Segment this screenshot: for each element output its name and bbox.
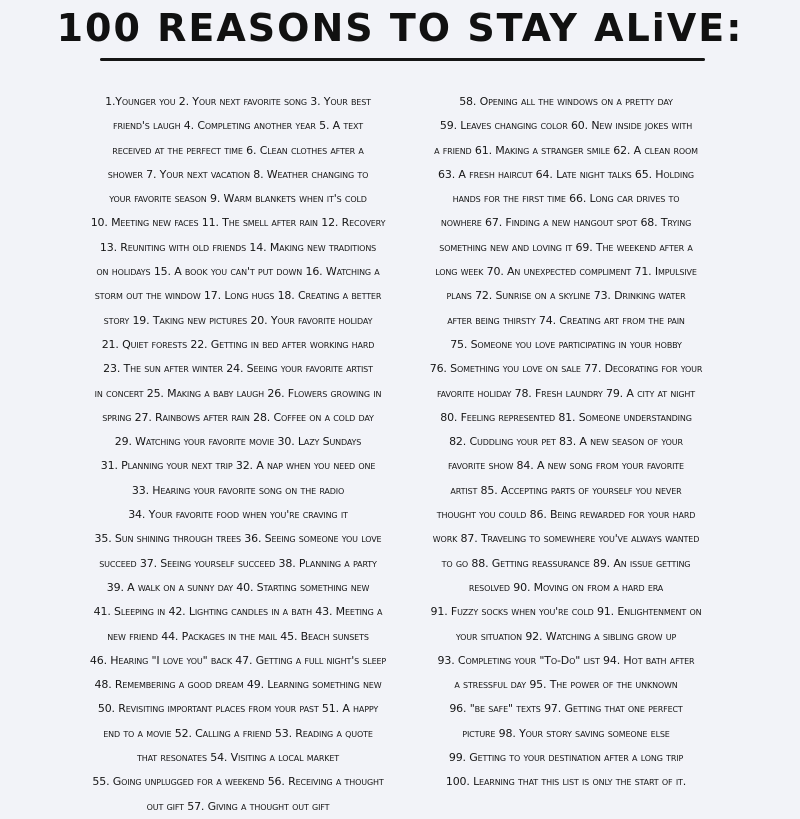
reason-line: 23. The sun after winter 24. Seeing your favorite artist (103, 362, 373, 376)
reason-line: work 87. Traveling to somewhere you've always wanted (432, 532, 700, 546)
reason-line: 100. Learning that this list is only the start of it. (445, 775, 687, 789)
right-column (396, 90, 736, 795)
reason-line: 59. Leaves changing color 60. New inside jokes with (439, 119, 693, 133)
reason-line: spring 27. Rainbows after rain 28. Coffee on a cold day (102, 410, 374, 424)
reason-line: 50. Revisiting important places from your past 51. A happy (97, 702, 379, 716)
reason-line: 75. Someone you love participating in your hobby (450, 337, 682, 351)
reason-line: 1.Younger you 2. Your next favorite song 3. Your best (105, 95, 371, 108)
reason-line: new friend 44. Packages in the mail 45. Beach sunsets (107, 629, 369, 643)
reason-line: 21. Quiet forests 22. Getting in bed after working hard (101, 337, 375, 351)
reason-line: a stressful day 95. The power of the unknown (454, 678, 678, 692)
reason-line: artist 85. Accepting parts of yourself you never (450, 483, 682, 497)
reason-line: favorite show 84. A new song from your favorite (448, 459, 684, 473)
reason-line: to go 88. Getting reassurance 89. An issue getting (441, 556, 691, 570)
reason-line: in concert 25. Making a baby laugh 26. Flowers growing in (94, 386, 382, 400)
left-column (68, 90, 408, 819)
reason-line: your situation 92. Watching a sibling grow up (455, 629, 677, 643)
reason-line: your favorite season 9. Warm blankets when it's cold (109, 192, 367, 206)
reason-line: 76. Something you love on sale 77. Decorating for your (429, 362, 703, 376)
reason-line: favorite holiday 78. Fresh laundry 79. A city at night (436, 386, 696, 400)
reason-line: 55. Going unplugged for a weekend 56. Receiving a thought (92, 775, 384, 789)
title-underline (100, 58, 705, 61)
reason-line: 46. Hearing "I love you" back 47. Getting a full night's sleep (89, 653, 387, 667)
reason-line: 91. Fuzzy socks when you're cold 91. Enlightenment on (430, 605, 702, 619)
reason-line: resolved 90. Moving on from a hard era (468, 580, 664, 594)
reason-line: 13. Reuniting with old friends 14. Making new traditions (99, 240, 377, 254)
reason-line: 41. Sleeping in 42. Lighting candles in a bath 43. Meeting a (93, 605, 383, 619)
reason-line: 80. Feeling represented 81. Someone understanding (440, 410, 692, 424)
reason-line: succeed 37. Seeing yourself succeed 38. Planning a party (99, 556, 377, 570)
reason-line: end to a movie 52. Calling a friend 53. Reading a quote (103, 726, 373, 740)
reason-line: 63. A fresh haircut 64. Late night talks 65. Holding (438, 167, 694, 181)
reason-line: story 19. Taking new pictures 20. Your favorite holiday (103, 313, 373, 327)
reason-line: on holidays 15. A book you can't put down 16. Watching a (96, 265, 380, 279)
reason-line: 82. Cuddling your pet 83. A new season of your (449, 435, 683, 449)
reason-line: 58. Opening all the windows on a pretty day (459, 95, 673, 108)
reason-line: 96. "be safe" texts 97. Getting that one perfect (449, 702, 683, 716)
reason-line: 93. Completing your "To-Do" list 94. Hot bath after (437, 653, 695, 667)
reason-line: 29. Watching your favorite movie 30. Lazy Sundays (114, 435, 362, 449)
reason-line: a friend 61. Making a stranger smile 62. A clean room (434, 143, 698, 157)
reason-line: after being thirsty 74. Creating art from the pain (447, 313, 685, 327)
reason-line: 31. Planning your next trip 32. A nap when you need one (100, 459, 376, 473)
reason-line: 99. Getting to your destination after a long trip (448, 751, 684, 765)
reason-line: 33. Hearing your favorite song on the radio (131, 483, 345, 497)
reason-line: picture 98. Your story saving someone else (462, 726, 670, 740)
reason-line: something new and loving it 69. The weekend after a (439, 240, 693, 254)
reason-line: thought you could 86. Being rewarded for your hard (436, 508, 696, 522)
reason-line: 34. Your favorite food when you're craving it (128, 508, 348, 522)
reason-line: 35. Sun shining through trees 36. Seeing someone you love (94, 532, 382, 546)
poster-title: 100 REASONS TO STAY ALiVE: (56, 6, 744, 50)
reason-line: storm out the window 17. Long hugs 18. Creating a better (94, 289, 382, 303)
reason-line: out gift 57. Giving a thought out gift (146, 799, 330, 813)
reason-line: shower 7. Your next vacation 8. Weather changing to (107, 167, 369, 181)
reason-line: friend's laugh 4. Completing another year 5. A text (113, 119, 363, 133)
reason-line: hands for the first time 66. Long car drives to (452, 192, 680, 206)
reason-line: long week 70. An unexpected compliment 71. Impulsive (435, 265, 697, 279)
reason-line: received at the perfect time 6. Clean clothes after a (112, 143, 364, 157)
reason-line: 39. A walk on a sunny day 40. Starting something new (106, 580, 370, 594)
reason-line: plans 72. Sunrise on a skyline 73. Drinking water (446, 289, 686, 303)
reason-line: 10. Meeting new faces 11. The smell after rain 12. Recovery (90, 216, 386, 230)
reason-line: 48. Remembering a good dream 49. Learning something new (94, 678, 382, 692)
reason-line: that resonates 54. Visiting a local market (137, 751, 339, 765)
reason-line: nowhere 67. Finding a new hangout spot 68. Trying (440, 216, 692, 230)
